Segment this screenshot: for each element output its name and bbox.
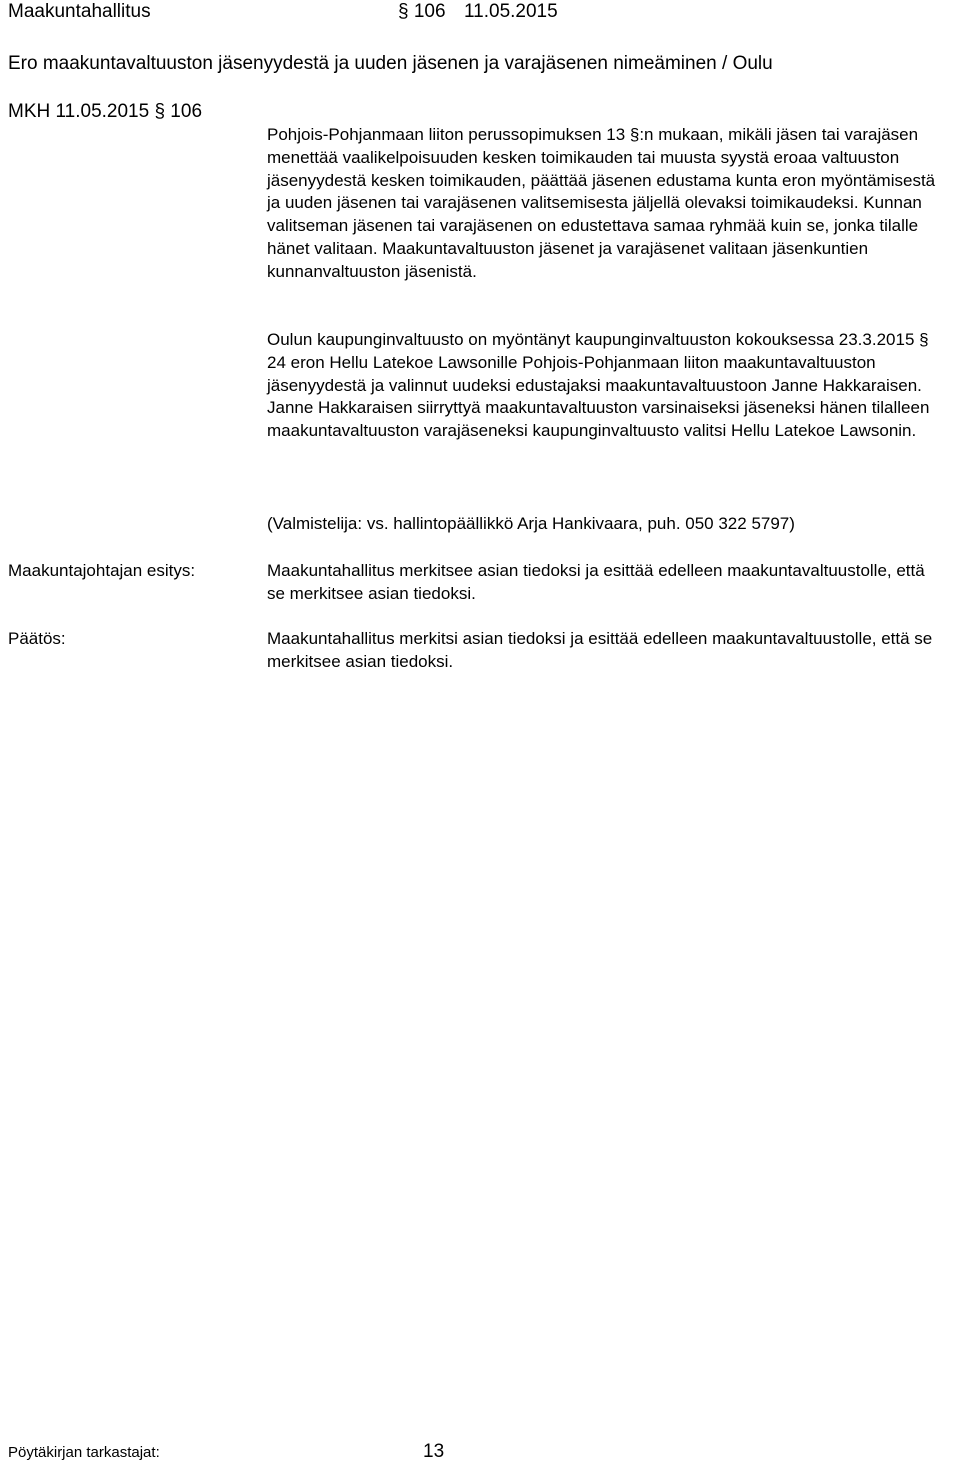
meeting-reference: MKH 11.05.2015 § 106 [8, 101, 203, 122]
paragraph-text: Maakuntahallitus merkitsee asian tiedoksi ja esittää edelleen maakuntavaltuustolle, että se merkitsee asian tiedoksi. [267, 561, 925, 603]
page-header [8, 0, 558, 24]
paragraph-text: Maakuntahallitus merkitsi asian tiedoksi ja esittää edelleen maakuntavaltuustolle, että se merkitsee asian tiedoksi. [267, 629, 933, 671]
body-paragraph-2 [267, 329, 947, 443]
header-section-number: § 106 [398, 1, 446, 22]
proposal-text [267, 560, 947, 606]
paragraph-text: (Valmistelija: vs. hallintopäällikkö Arja Hankivaara, puh. 050 322 5797) [267, 514, 795, 533]
paragraph-text: Oulun kaupunginvaltuusto on myöntänyt kaupunginvaltuuston kokouksessa 23.3.2015 § 24 eron Hellu Latekoe Lawsonille Pohjois-Pohjanmaan liiton maakuntavaltuuston jäsenyydestä ja valinnut uudeksi edustajaksi maakuntavaltuustoon Janne Hakkaraisen. Janne Hakkaraisen siirryttyä maakuntavaltuuston varsinaiseksi jäseneksi hänen tilalleen maakuntavaltuuston varajäseneksi kaupunginvaltuusto valitsi Hellu Latekoe Lawsonin. [267, 330, 930, 441]
preparer-note [267, 513, 947, 536]
body-paragraph-1 [267, 124, 947, 284]
paragraph-text: Pohjois-Pohjanmaan liiton perussopimuksen 13 §:n mukaan, mikäli jäsen tai varajäsen menettää vaalikelpoisuuden kesken toimikauden tai muusta syystä eroaa valtuuston jäsenyydestä kesken toimikauden, päättää jäsenen edustama kunta eron myöntämisestä ja uuden jäsenen tai varajäsenen valitsemisesta jäljellä olevaksi toimikaudeksi. Kunnan valitseman jäsenen tai varajäsenen on edustettava samaa ryhmää kuin se, jonka tilalle hänet valitaan. Maakuntavaltuuston jäsenet ja varajäsenet valitaan jäsenkuntien kunnanvaltuuston jäsenistä. [267, 125, 936, 281]
header-date: 11.05.2015 [464, 1, 558, 22]
decision-label: Päätös: [8, 629, 66, 648]
document-title: Ero maakuntavaltuuston jäsenyydestä ja uuden jäsenen ja varajäsenen nimeäminen / Oulu [8, 53, 773, 74]
proposal-label: Maakuntajohtajan esitys: [8, 561, 196, 580]
header-organization: Maakuntahallitus [8, 1, 151, 22]
decision-text [267, 628, 947, 674]
page-number: 13 [423, 1441, 445, 1462]
footer-label: Pöytäkirjan tarkastajat: [8, 1444, 160, 1461]
